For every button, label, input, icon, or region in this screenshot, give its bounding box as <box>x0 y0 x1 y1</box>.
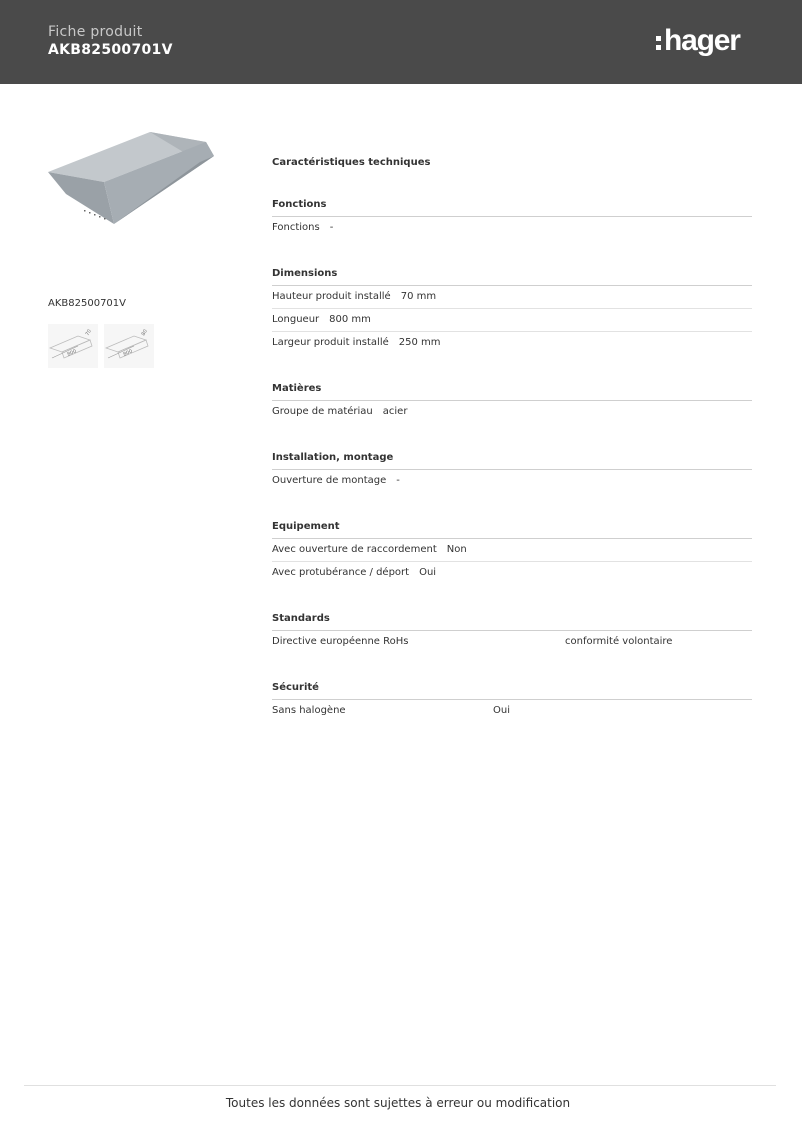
section-equipement <box>272 520 752 584</box>
spec-label: Sans halogène <box>272 705 346 716</box>
spec-value: 250 mm <box>398 337 441 348</box>
spec-row <box>272 332 752 354</box>
spec-value: - <box>329 222 334 233</box>
spec-value: conformité volontaire <box>565 636 673 647</box>
document-type: Fiche produit <box>48 24 143 40</box>
footer-disclaimer: Toutes les données sont sujettes à erreur ou modification <box>225 1096 571 1110</box>
section-title: Standards <box>272 612 752 631</box>
section-title: Fonctions <box>272 198 752 217</box>
section-title: Equipement <box>272 520 752 539</box>
logo-dots-icon <box>656 36 661 50</box>
product-reference: AKB82500701V <box>48 298 126 309</box>
spec-value: Oui <box>419 567 437 578</box>
dimension-thumbnail[interactable] <box>104 324 154 368</box>
spec-label: Largeur produit installé <box>272 337 389 348</box>
spec-row <box>272 470 752 492</box>
spec-label: Longueur <box>272 314 320 325</box>
spec-value: 70 mm <box>400 291 437 302</box>
technical-specs <box>272 156 752 722</box>
spec-value: Non <box>446 544 467 555</box>
section-matieres <box>272 382 752 423</box>
specs-title: Caractéristiques techniques <box>272 157 431 168</box>
thumbnail-length-label: 800 <box>66 348 78 358</box>
thumbnail-length-label: 800 <box>122 348 134 358</box>
spec-label: Ouverture de montage <box>272 475 387 486</box>
footer-divider <box>24 1085 776 1086</box>
section-title: Installation, montage <box>272 451 752 470</box>
spec-label: Directive européenne RoHs <box>272 636 409 647</box>
spec-row <box>272 309 752 332</box>
spec-label: Avec protubérance / déport <box>272 567 410 578</box>
thumbnail-height-label: 80 <box>140 328 149 337</box>
section-dimensions <box>272 267 752 354</box>
spec-label: Fonctions <box>272 222 320 233</box>
spec-row <box>272 631 752 653</box>
section-standards <box>272 612 752 653</box>
hager-logo <box>656 24 740 58</box>
spec-value: 800 mm <box>329 314 371 325</box>
spec-label: Groupe de matériau <box>272 406 373 417</box>
spec-row <box>272 700 752 722</box>
spec-row <box>272 217 752 239</box>
section-title: Sécurité <box>272 681 752 700</box>
section-securite <box>272 681 752 722</box>
spec-row <box>272 286 752 309</box>
spec-value: Oui <box>493 705 510 716</box>
section-fonctions <box>272 198 752 239</box>
dimension-thumbnail[interactable] <box>48 324 98 368</box>
product-image <box>44 126 218 230</box>
page-header <box>0 0 802 84</box>
spec-value: - <box>396 475 400 486</box>
section-title: Dimensions <box>272 267 752 286</box>
spec-row <box>272 562 752 584</box>
spec-value: acier <box>382 406 408 417</box>
spec-label: Avec ouverture de raccordement <box>272 544 437 555</box>
spec-row <box>272 401 752 423</box>
dimension-thumbnails <box>48 324 154 368</box>
spec-label: Hauteur produit installé <box>272 291 391 302</box>
document-reference: AKB82500701V <box>48 42 173 58</box>
section-installation <box>272 451 752 492</box>
spec-row <box>272 539 752 562</box>
section-title: Matières <box>272 382 752 401</box>
thumbnail-height-label: 70 <box>84 328 93 337</box>
logo-wordmark: hager <box>664 24 740 57</box>
